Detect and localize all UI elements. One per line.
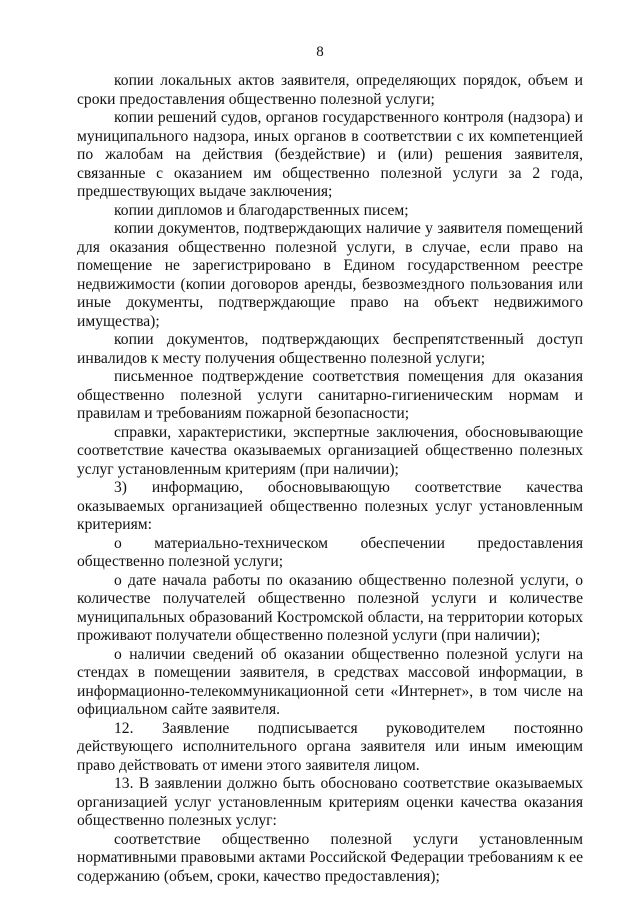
paragraph-material-support: о материально-техническом обеспечении предоставления общественно полезной услуги; [77,534,583,570]
paragraph-media-info: о наличии сведений об оказании общественно полезной услуги на стендах в помещении заявителя, в средствах массовой информации, в информационно-телекоммуникационной сети «Интернет», в том числе на официальном сайте заявителя. [77,645,583,718]
paragraph-item-3: 3) информацию, обосновывающую соответствие качества оказываемых организацией общественно полезных услуг установленным критериям: [77,479,583,533]
paragraph-sanitary-compliance: письменное подтверждение соответствия помещения для оказания общественно полезной услуги санитарно-гигиеническим нормам и правилам и требованиям пожарной безопасности; [77,368,583,422]
paragraph-court-decisions: копии решений судов, органов государственного контроля (надзора) и муниципального надзора, иных органов в соответствии с их компетенцией по жалобам на действия (бездействие) и (или) решения заявителя, связанные с оказанием им общественно полезной услуги за 2 года, предшествующих выдаче заключения; [77,109,583,200]
paragraph-disabled-access: копии документов, подтверждающих беспрепятственный доступ инвалидов к месту получения общественно полезной услуги; [77,331,583,367]
page-number: 8 [316,44,324,60]
paragraph-start-date: о дате начала работы по оказанию общественно полезной услуги, о количестве получателей общественно полезной услуги и количестве муниципальных образований Костромской области, на территории которых проживают получатели общественно полезной услуги (при наличии); [77,571,583,644]
paragraph-diplomas: копии дипломов и благодарственных писем; [114,201,409,219]
paragraph-premises-documents: копии документов, подтверждающих наличие у заявителя помещений для оказания общественно полезной услуги, в случае, если право на помещение не зарегистрировано в Едином государственном реестре недвижимости (копии договоров аренды, безвозмездного пользования или иные документы, подтверждающие право на объект недвижимого имущества); [77,220,583,330]
paragraph-certificates: справки, характеристики, экспертные заключения, обосновывающие соответствие качества оказываемых организацией общественно полезных услуг установленным критериям (при наличии); [77,423,583,478]
document-body [77,72,583,886]
paragraph-compliance-requirements: соответствие общественно полезной услуги установленным нормативными правовыми актами Российской Федерации требованиям к ее содержанию (объем, сроки, качество предоставления); [77,830,583,885]
paragraph-section-13: 13. В заявлении должно быть обосновано соответствие оказываемых организацией услуг установленным критериям оценки качества оказания общественно полезных услуг: [77,775,583,829]
paragraph-section-12: 12. Заявление подписывается руководителем постоянно действующего исполнительного органа заявителя или иным имеющим право действовать от имени этого заявителя лицом. [77,719,583,774]
paragraph-local-acts: копии локальных актов заявителя, определяющих порядок, объем и сроки предоставления общественно полезной услуги; [77,72,583,108]
